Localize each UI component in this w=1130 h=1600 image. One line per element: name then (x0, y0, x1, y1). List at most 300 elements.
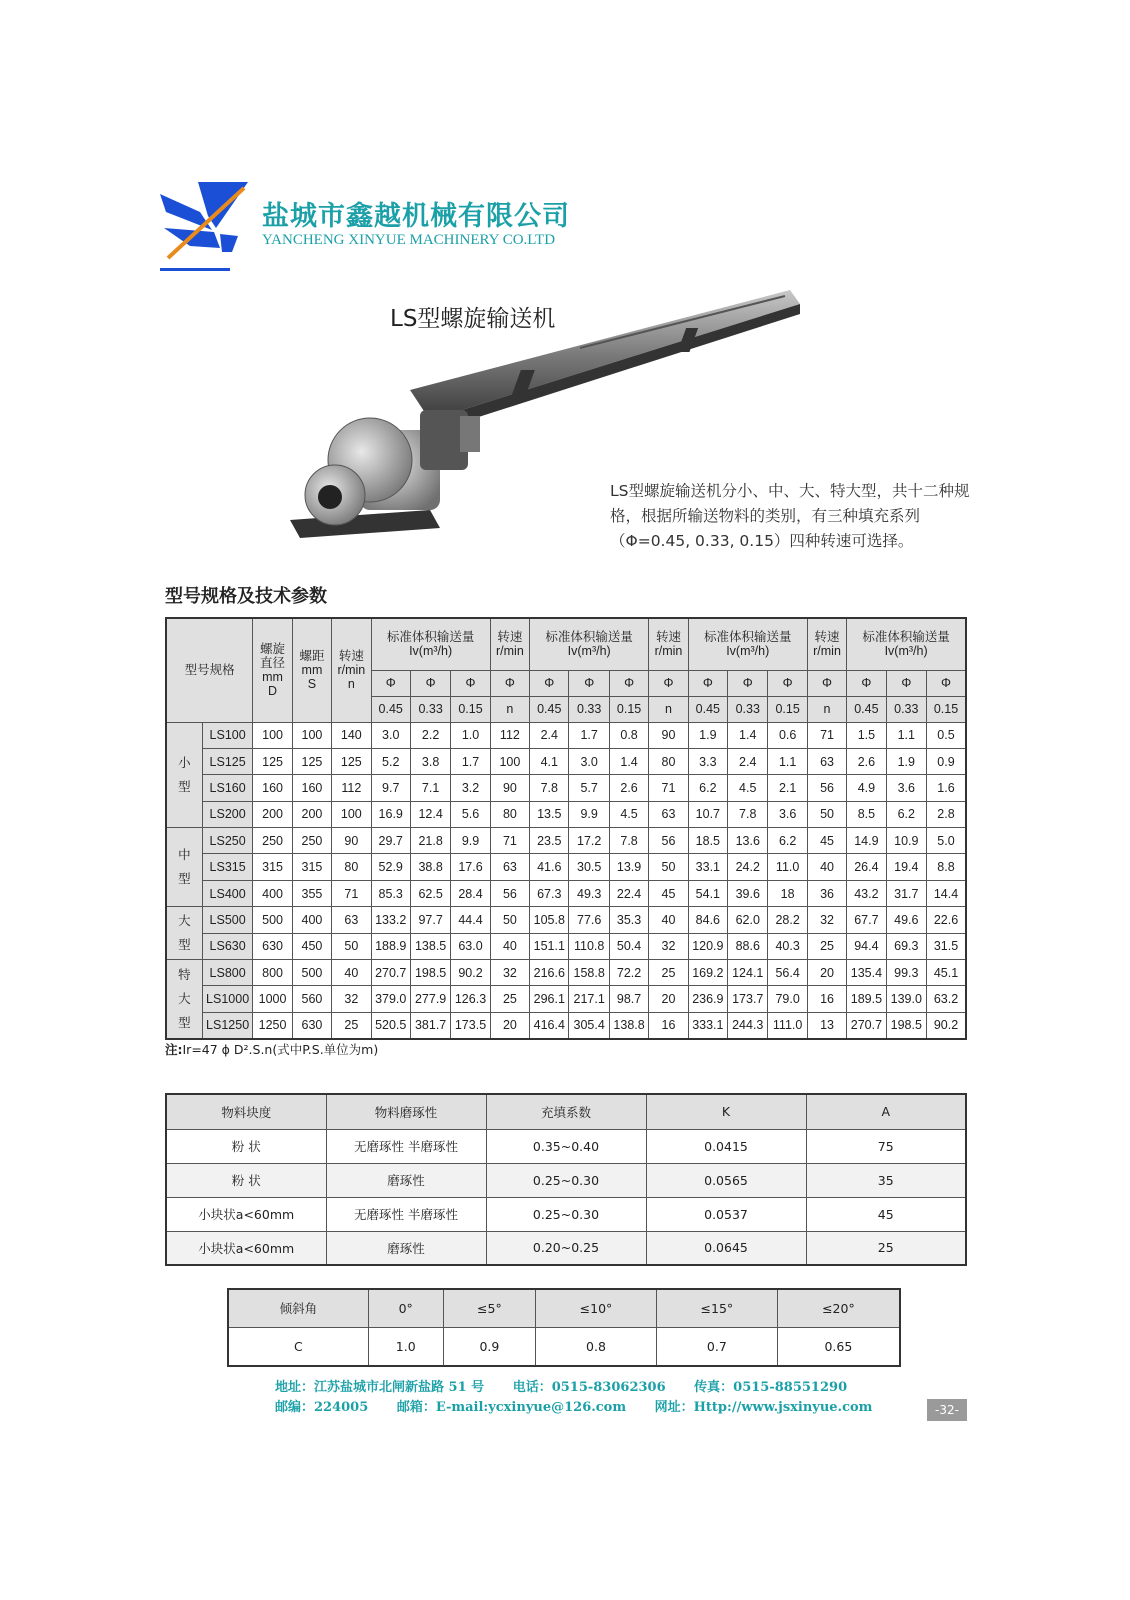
spec-cell: 381.7 (410, 1012, 450, 1038)
material-cell: 35 (806, 1163, 966, 1197)
page-number: -32- (927, 1399, 967, 1421)
spec-cell: 9.9 (451, 828, 490, 854)
spec-cell: 63 (807, 748, 846, 774)
product-title: LS型螺旋输送机 (390, 306, 556, 332)
spec-cell: 333.1 (688, 1012, 727, 1038)
spec-cell: 500 (292, 960, 331, 986)
company-name-en: YANCHENG XINYUE MACHINERY CO.LTD (262, 232, 556, 248)
spec-cell: 22.4 (609, 880, 648, 906)
inclination-header: ≤20° (777, 1289, 900, 1327)
inclination-header: ≤5° (443, 1289, 535, 1327)
spec-cell: 28.4 (451, 880, 490, 906)
spec-cell: 41.6 (530, 854, 569, 880)
spec-cell: 12.4 (410, 801, 450, 827)
spec-cell: 5.2 (371, 748, 410, 774)
spec-cell: 126.3 (451, 986, 490, 1012)
col-capacity-1: 标准体积输送量 Iv(m³/h) (371, 618, 490, 670)
spec-cell: 1.9 (688, 722, 727, 748)
spec-cell: 125 (332, 748, 371, 774)
spec-cell: 315 (292, 854, 331, 880)
spec-cell: 4.5 (609, 801, 648, 827)
spec-cell: 800 (253, 960, 292, 986)
spec-cell: 56 (649, 828, 688, 854)
material-col-a: A (806, 1094, 966, 1129)
fill-015: 0.15 (927, 696, 967, 722)
spec-cell: 94.4 (847, 933, 886, 959)
spec-cell: 56 (490, 880, 529, 906)
spec-cell: 112 (490, 722, 529, 748)
spec-cell: 2.4 (530, 722, 569, 748)
spec-cell: 100 (253, 722, 292, 748)
spec-cell: 3.2 (451, 775, 490, 801)
spec-cell: 133.2 (371, 907, 410, 933)
spec-cell: 0.6 (768, 722, 807, 748)
spec-cell: 63.0 (451, 933, 490, 959)
model-cell: LS100 (202, 722, 253, 748)
phi-label: Φ (371, 670, 410, 696)
spec-cell: 7.1 (410, 775, 450, 801)
spec-cell: 9.9 (569, 801, 609, 827)
material-cell: 0.0565 (646, 1163, 806, 1197)
spec-cell: 72.2 (609, 960, 648, 986)
spec-row (166, 722, 966, 748)
spec-cell: 1.1 (886, 722, 926, 748)
spec-cell: 100 (332, 801, 371, 827)
phi-label: Φ (807, 670, 846, 696)
spec-cell: 124.1 (728, 960, 768, 986)
footer-line-1 (275, 1376, 871, 1395)
spec-cell: 200 (253, 801, 292, 827)
spec-cell: 54.1 (688, 880, 727, 906)
size-group-label: 小 型 (166, 722, 202, 828)
spec-cell: 40.3 (768, 933, 807, 959)
material-col-fill: 充填系数 (486, 1094, 646, 1129)
inclination-cell: 0.8 (536, 1327, 657, 1366)
phi-label: Φ (768, 670, 807, 696)
fill-045: 0.45 (371, 696, 410, 722)
spec-cell: 4.1 (530, 748, 569, 774)
spec-section-title: 型号规格及技术参数 (165, 586, 327, 607)
spec-cell: 63 (490, 854, 529, 880)
spec-cell: 138.8 (609, 1012, 648, 1038)
spec-cell: 151.1 (530, 933, 569, 959)
spec-cell: 135.4 (847, 960, 886, 986)
spec-cell: 7.8 (609, 828, 648, 854)
spec-cell: 5.0 (927, 828, 967, 854)
spec-cell: 8.8 (927, 854, 967, 880)
spec-row (166, 986, 966, 1012)
material-cell: 25 (806, 1231, 966, 1265)
spec-cell: 100 (292, 722, 331, 748)
spec-cell: 32 (807, 907, 846, 933)
spec-row (166, 933, 966, 959)
spec-table (165, 617, 967, 1040)
material-cell: 小块状a<60mm (166, 1231, 326, 1265)
spec-cell: 71 (490, 828, 529, 854)
spec-cell: 32 (332, 986, 371, 1012)
spec-cell: 5.6 (451, 801, 490, 827)
n-label: n (490, 696, 529, 722)
spec-cell: 630 (292, 1012, 331, 1038)
spec-cell: 50.4 (609, 933, 648, 959)
spec-cell: 216.6 (530, 960, 569, 986)
spec-cell: 111.0 (768, 1012, 807, 1038)
spec-cell: 110.8 (569, 933, 609, 959)
formula-note: 注:Ir=47 ϕ D².S.n(式中P.S.单位为m) (165, 1042, 379, 1057)
col-model: 型号规格 (166, 618, 253, 722)
model-cell: LS1250 (202, 1012, 253, 1038)
spec-cell: 18.5 (688, 828, 727, 854)
size-group-label: 特 大 型 (166, 960, 202, 1039)
product-intro: LS型螺旋输送机分小、中、大、特大型，共十二种规格，根据所输送物料的类别，有三种填充系列（Φ=0.45, 0.33, 0.15）四种转速可选择。 (610, 482, 970, 550)
spec-cell: 100 (490, 748, 529, 774)
col-capacity-2: 标准体积输送量 Iv(m³/h) (530, 618, 649, 670)
spec-cell: 296.1 (530, 986, 569, 1012)
material-cell: 0.25~0.30 (486, 1197, 646, 1231)
phi-label: Φ (490, 670, 529, 696)
model-cell: LS250 (202, 828, 253, 854)
spec-cell: 160 (292, 775, 331, 801)
spec-cell: 45 (649, 880, 688, 906)
material-cell: 粉 状 (166, 1163, 326, 1197)
inclination-header: 0° (368, 1289, 443, 1327)
spec-cell: 500 (253, 907, 292, 933)
phi-label: Φ (688, 670, 727, 696)
spec-cell: 43.2 (847, 880, 886, 906)
spec-cell: 1.7 (451, 748, 490, 774)
spec-cell: 270.7 (847, 1012, 886, 1038)
spec-cell: 560 (292, 986, 331, 1012)
spec-cell: 50 (332, 933, 371, 959)
spec-cell: 158.8 (569, 960, 609, 986)
footer-postcode: 邮编：224005 (275, 1400, 369, 1415)
material-row (166, 1231, 966, 1265)
spec-cell: 244.3 (728, 1012, 768, 1038)
spec-cell: 198.5 (410, 960, 450, 986)
spec-cell: 23.5 (530, 828, 569, 854)
spec-cell: 1.5 (847, 722, 886, 748)
material-row (166, 1197, 966, 1231)
col-diameter: 螺旋 直径 mm D (253, 618, 292, 722)
phi-label: Φ (451, 670, 490, 696)
spec-cell: 9.7 (371, 775, 410, 801)
spec-cell: 6.2 (886, 801, 926, 827)
material-table-body (166, 1129, 966, 1265)
spec-cell: 6.2 (688, 775, 727, 801)
spec-cell: 112 (332, 775, 371, 801)
spec-cell: 17.6 (451, 854, 490, 880)
spec-cell: 450 (292, 933, 331, 959)
footer-phone: 电话：0515-83062306 (512, 1380, 666, 1395)
fill-015: 0.15 (451, 696, 490, 722)
spec-cell: 14.4 (927, 880, 967, 906)
spec-cell: 56.4 (768, 960, 807, 986)
spec-cell: 138.5 (410, 933, 450, 959)
company-name-cn: 盐城市鑫越机械有限公司 (262, 201, 570, 232)
spec-cell: 169.2 (688, 960, 727, 986)
material-cell: 0.0537 (646, 1197, 806, 1231)
spec-cell: 125 (292, 748, 331, 774)
material-cell: 粉 状 (166, 1129, 326, 1163)
material-cell: 小块状a<60mm (166, 1197, 326, 1231)
spec-cell: 69.3 (886, 933, 926, 959)
spec-cell: 277.9 (410, 986, 450, 1012)
spec-cell: 30.5 (569, 854, 609, 880)
spec-cell: 80 (490, 801, 529, 827)
spec-cell: 1.9 (886, 748, 926, 774)
spec-cell: 1.0 (451, 722, 490, 748)
inclination-cell: C (228, 1327, 368, 1366)
spec-cell: 90 (332, 828, 371, 854)
spec-cell: 4.9 (847, 775, 886, 801)
phi-label: Φ (927, 670, 967, 696)
model-cell: LS1000 (202, 986, 253, 1012)
spec-cell: 80 (332, 854, 371, 880)
n-label: n (807, 696, 846, 722)
spec-cell: 44.4 (451, 907, 490, 933)
spec-cell: 200 (292, 801, 331, 827)
spec-cell: 71 (649, 775, 688, 801)
model-cell: LS400 (202, 880, 253, 906)
spec-cell: 80 (649, 748, 688, 774)
inclination-header: ≤10° (536, 1289, 657, 1327)
fill-033: 0.33 (569, 696, 609, 722)
col-capacity-3: 标准体积输送量 Iv(m³/h) (688, 618, 807, 670)
spec-cell: 400 (253, 880, 292, 906)
spec-cell: 63 (332, 907, 371, 933)
col-speed-1: 转速 r/min n (332, 618, 371, 722)
spec-cell: 39.6 (728, 880, 768, 906)
fill-045: 0.45 (688, 696, 727, 722)
spec-cell: 7.8 (728, 801, 768, 827)
spec-cell: 120.9 (688, 933, 727, 959)
fill-015: 0.15 (609, 696, 648, 722)
spec-cell: 520.5 (371, 1012, 410, 1038)
spec-cell: 40 (490, 933, 529, 959)
inclination-header: 倾斜角 (228, 1289, 368, 1327)
spec-cell: 62.0 (728, 907, 768, 933)
spec-cell: 98.7 (609, 986, 648, 1012)
spec-cell: 0.5 (927, 722, 967, 748)
material-cell: 无磨琢性 半磨琢性 (326, 1129, 486, 1163)
spec-cell: 250 (292, 828, 331, 854)
spec-row (166, 907, 966, 933)
material-cell: 0.0645 (646, 1231, 806, 1265)
spec-cell: 79.0 (768, 986, 807, 1012)
model-cell: LS160 (202, 775, 253, 801)
spec-cell: 198.5 (886, 1012, 926, 1038)
material-cell: 磨琢性 (326, 1231, 486, 1265)
spec-row (166, 880, 966, 906)
spec-cell: 1000 (253, 986, 292, 1012)
spec-cell: 71 (332, 880, 371, 906)
phi-label: Φ (410, 670, 450, 696)
spec-cell: 26.4 (847, 854, 886, 880)
spec-cell: 62.5 (410, 880, 450, 906)
spec-cell: 105.8 (530, 907, 569, 933)
spec-cell: 173.5 (451, 1012, 490, 1038)
phi-label: Φ (569, 670, 609, 696)
spec-cell: 16 (807, 986, 846, 1012)
spec-cell: 1.4 (609, 748, 648, 774)
footer-address: 地址：江苏盐城市北闸新盐路 51 号 (275, 1380, 485, 1395)
spec-cell: 33.1 (688, 854, 727, 880)
company-logo (160, 182, 248, 274)
spec-cell: 31.7 (886, 880, 926, 906)
model-cell: LS315 (202, 854, 253, 880)
spec-cell: 10.9 (886, 828, 926, 854)
model-cell: LS800 (202, 960, 253, 986)
fill-015: 0.15 (768, 696, 807, 722)
spec-cell: 2.6 (609, 775, 648, 801)
spec-cell: 40 (332, 960, 371, 986)
fill-033: 0.33 (728, 696, 768, 722)
spec-cell: 20 (490, 1012, 529, 1038)
spec-cell: 63 (649, 801, 688, 827)
spec-cell: 25 (649, 960, 688, 986)
spec-cell: 125 (253, 748, 292, 774)
spec-cell: 32 (649, 933, 688, 959)
spec-cell: 29.7 (371, 828, 410, 854)
spec-cell: 45.1 (927, 960, 967, 986)
spec-cell: 13.9 (609, 854, 648, 880)
col-speed-4: 转速 r/min (807, 618, 846, 670)
spec-cell: 160 (253, 775, 292, 801)
spec-cell: 270.7 (371, 960, 410, 986)
phi-label: Φ (530, 670, 569, 696)
fill-033: 0.33 (886, 696, 926, 722)
material-cell: 0.20~0.25 (486, 1231, 646, 1265)
spec-cell: 32 (490, 960, 529, 986)
inclination-header: ≤15° (656, 1289, 777, 1327)
spec-cell: 25 (490, 986, 529, 1012)
spec-cell: 50 (807, 801, 846, 827)
spec-cell: 20 (807, 960, 846, 986)
phi-label: Φ (649, 670, 688, 696)
col-speed-2: 转速 r/min (490, 618, 529, 670)
spec-cell: 85.3 (371, 880, 410, 906)
spec-cell: 189.5 (847, 986, 886, 1012)
spec-cell: 90 (649, 722, 688, 748)
model-cell: LS630 (202, 933, 253, 959)
spec-cell: 67.3 (530, 880, 569, 906)
spec-cell: 50 (649, 854, 688, 880)
spec-cell: 13.6 (728, 828, 768, 854)
spec-cell: 49.3 (569, 880, 609, 906)
spec-cell: 188.9 (371, 933, 410, 959)
spec-cell: 77.6 (569, 907, 609, 933)
inclination-table (227, 1288, 901, 1367)
spec-cell: 630 (253, 933, 292, 959)
fill-045: 0.45 (847, 696, 886, 722)
material-cell: 磨琢性 (326, 1163, 486, 1197)
spec-cell: 3.6 (768, 801, 807, 827)
spec-cell: 379.0 (371, 986, 410, 1012)
size-group-label: 大 型 (166, 907, 202, 960)
spec-cell: 21.8 (410, 828, 450, 854)
model-cell: LS125 (202, 748, 253, 774)
spec-cell: 28.2 (768, 907, 807, 933)
spec-cell: 67.7 (847, 907, 886, 933)
spec-row (166, 801, 966, 827)
footer-website: 网址：Http://www.jsxinyue.com (654, 1400, 873, 1415)
spec-cell: 90.2 (927, 1012, 967, 1038)
inclination-cell: 0.9 (443, 1327, 535, 1366)
fill-033: 0.33 (410, 696, 450, 722)
spec-cell: 7.8 (530, 775, 569, 801)
spec-cell: 90.2 (451, 960, 490, 986)
spec-row (166, 748, 966, 774)
spec-cell: 97.7 (410, 907, 450, 933)
spec-cell: 3.3 (688, 748, 727, 774)
spec-cell: 25 (332, 1012, 371, 1038)
spec-cell: 90 (490, 775, 529, 801)
spec-row (166, 775, 966, 801)
n-label: n (649, 696, 688, 722)
spec-cell: 40 (807, 854, 846, 880)
spec-cell: 1250 (253, 1012, 292, 1038)
spec-table-body (166, 722, 966, 1039)
spec-cell: 25 (807, 933, 846, 959)
model-cell: LS200 (202, 801, 253, 827)
spec-cell: 19.4 (886, 854, 926, 880)
spec-cell: 11.0 (768, 854, 807, 880)
material-col-k: K (646, 1094, 806, 1129)
spec-cell: 88.6 (728, 933, 768, 959)
spec-cell: 20 (649, 986, 688, 1012)
spec-cell: 5.7 (569, 775, 609, 801)
spec-cell: 2.1 (768, 775, 807, 801)
spec-cell: 6.2 (768, 828, 807, 854)
phi-label: Φ (728, 670, 768, 696)
spec-cell: 139.0 (886, 986, 926, 1012)
material-col-abrasion: 物料磨琢性 (326, 1094, 486, 1129)
spec-cell: 1.1 (768, 748, 807, 774)
material-cell: 无磨琢性 半磨琢性 (326, 1197, 486, 1231)
spec-cell: 13.5 (530, 801, 569, 827)
col-capacity-4: 标准体积输送量 Iv(m³/h) (847, 618, 966, 670)
material-cell: 0.0415 (646, 1129, 806, 1163)
spec-cell: 16 (649, 1012, 688, 1038)
spec-cell: 173.7 (728, 986, 768, 1012)
spec-cell: 217.1 (569, 986, 609, 1012)
inclination-cell: 0.7 (656, 1327, 777, 1366)
spec-cell: 0.8 (609, 722, 648, 748)
spec-row (166, 1012, 966, 1038)
spec-cell: 52.9 (371, 854, 410, 880)
spec-cell: 1.7 (569, 722, 609, 748)
spec-cell: 250 (253, 828, 292, 854)
material-col-size: 物料块度 (166, 1094, 326, 1129)
spec-cell: 140 (332, 722, 371, 748)
spec-cell: 400 (292, 907, 331, 933)
spec-row (166, 960, 966, 986)
spec-cell: 22.6 (927, 907, 967, 933)
spec-cell: 99.3 (886, 960, 926, 986)
spec-cell: 3.8 (410, 748, 450, 774)
spec-cell: 1.6 (927, 775, 967, 801)
model-cell: LS500 (202, 907, 253, 933)
spec-cell: 236.9 (688, 986, 727, 1012)
phi-label: Φ (886, 670, 926, 696)
spec-cell: 305.4 (569, 1012, 609, 1038)
spec-cell: 56 (807, 775, 846, 801)
inclination-cell: 0.65 (777, 1327, 900, 1366)
spec-cell: 84.6 (688, 907, 727, 933)
spec-cell: 2.8 (927, 801, 967, 827)
spec-cell: 36 (807, 880, 846, 906)
spec-cell: 49.6 (886, 907, 926, 933)
